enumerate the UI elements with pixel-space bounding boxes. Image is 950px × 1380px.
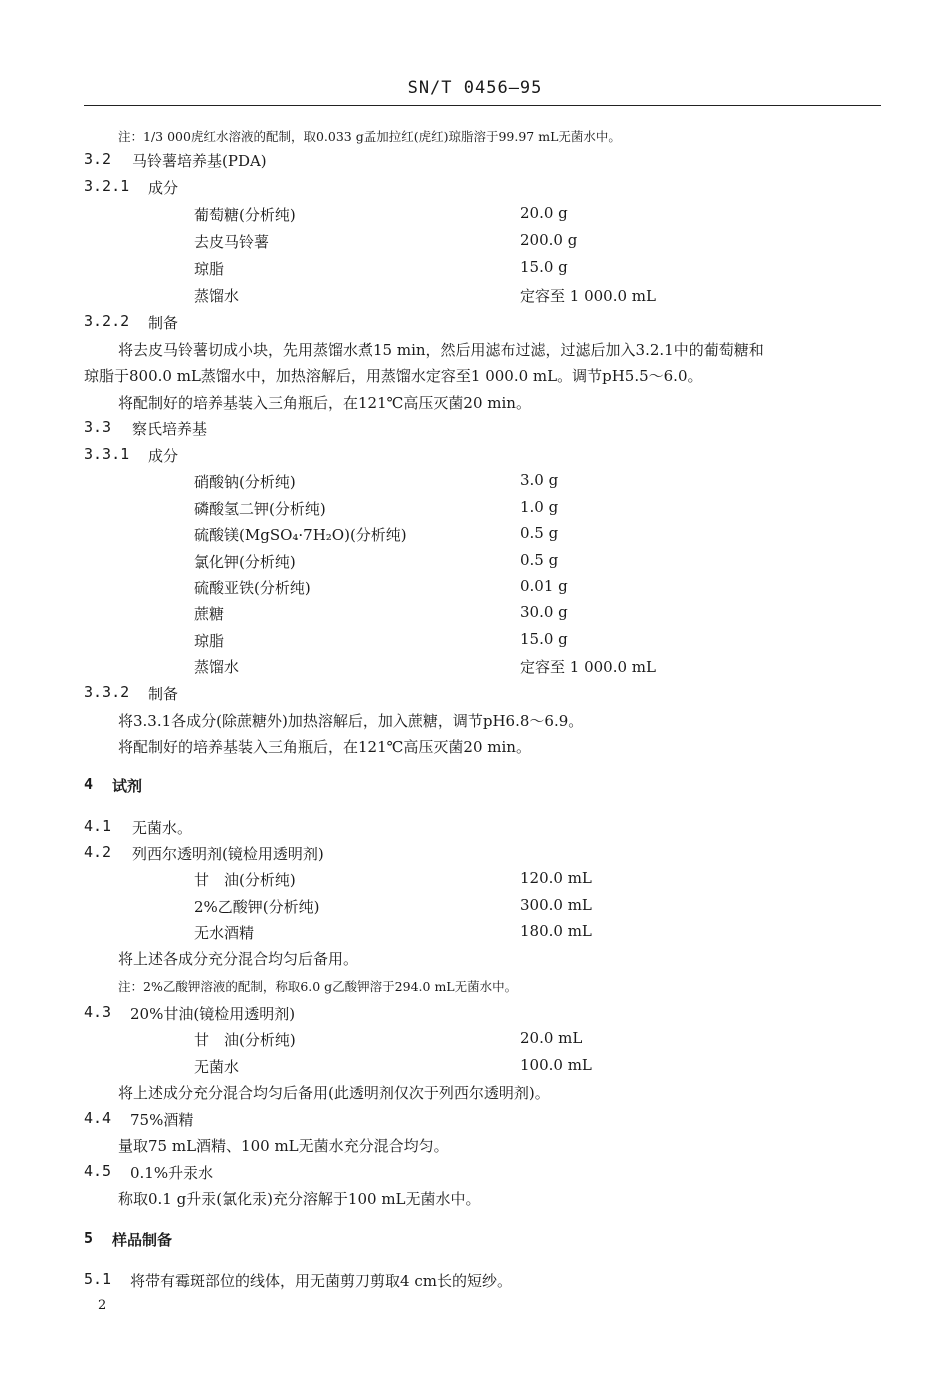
sec-4-4-num: 4.4 — [84, 1109, 112, 1127]
pda-item-amount: 20.0 g — [520, 204, 568, 222]
sec-3-2-title: 马铃薯培养基(PDA) — [132, 152, 267, 170]
glycerol-item-name: 无菌水 — [194, 1058, 240, 1076]
lexier-item-amount: 180.0 mL — [520, 922, 592, 940]
document-header: SN/T 0456—95 — [407, 78, 543, 98]
czapek-item-name: 硝酸钠(分析纯) — [194, 473, 296, 491]
lexier-item-amount: 300.0 mL — [520, 896, 592, 914]
sec-3-2-2-num: 3.2.2 — [84, 312, 130, 330]
czapek-item-amount: 定容至 1 000.0 mL — [520, 658, 656, 676]
lexier-item-name: 甘 油(分析纯) — [194, 871, 296, 889]
pda-prep-line: 将去皮马铃薯切成小块，先用蒸馏水煮15 min，然后用滤布过滤，过滤后加入3.2.1中的葡萄糖和 — [118, 341, 764, 359]
note-4-2: 注：2%乙酸钾溶液的配制，称取6.0 g乙酸钾溶于294.0 mL无菌水中。 — [118, 979, 518, 994]
lexier-item-name: 2%乙酸钾(分析纯) — [194, 898, 320, 916]
pda-item-name: 去皮马铃薯 — [194, 233, 270, 251]
czapek-item-amount: 15.0 g — [520, 630, 568, 648]
czapek-item-amount: 3.0 g — [520, 471, 559, 489]
note-top: 注：1/3 000虎红水溶液的配制，取0.033 g孟加拉红(虎红)琼脂溶于99.97 mL无菌水中。 — [118, 129, 621, 144]
pda-item-amount: 15.0 g — [520, 258, 568, 276]
glycerol-item-amount: 100.0 mL — [520, 1056, 592, 1074]
czapek-item-name: 硫酸亚铁(分析纯) — [194, 579, 311, 597]
sec-3-3-1-title: 成分 — [148, 447, 179, 465]
czapek-item-name: 琼脂 — [194, 632, 225, 650]
czapek-item-amount: 0.01 g — [520, 577, 568, 595]
czapek-item-amount: 0.5 g — [520, 551, 559, 569]
czapek-item-amount: 1.0 g — [520, 498, 559, 516]
pda-prep-line: 琼脂于800.0 mL蒸馏水中，加热溶解后，用蒸馏水定容至1 000.0 mL。调节pH5.5～6.0。 — [84, 367, 703, 385]
sec-3-2-1-num: 3.2.1 — [84, 177, 130, 195]
pda-item-amount: 定容至 1 000.0 mL — [520, 287, 656, 305]
sec-5-1-num: 5.1 — [84, 1270, 112, 1288]
sec-3-3-2-num: 3.3.2 — [84, 683, 130, 701]
sec-3-3-num: 3.3 — [84, 418, 112, 436]
glycerol-item-amount: 20.0 mL — [520, 1029, 583, 1047]
sec-4-3-title: 20%甘油(镜检用透明剂) — [130, 1005, 296, 1023]
czapek-item-name: 氯化钾(分析纯) — [194, 553, 296, 571]
glycerol-text: 将上述成分充分混合均匀后备用(此透明剂仅次于列西尔透明剂)。 — [118, 1084, 550, 1102]
sec-4-1-num: 4.1 — [84, 817, 112, 835]
sec-5-num: 5 — [84, 1229, 94, 1247]
mercury-text: 称取0.1 g升汞(氯化汞)充分溶解于100 mL无菌水中。 — [118, 1190, 481, 1208]
pda-item-name: 葡萄糖(分析纯) — [194, 206, 296, 224]
sec-3-2-2-title: 制备 — [148, 314, 179, 332]
sec-4-3-num: 4.3 — [84, 1003, 112, 1021]
czapek-item-amount: 30.0 g — [520, 603, 568, 621]
czapek-item-name: 蔗糖 — [194, 605, 225, 623]
lexier-item-name: 无水酒精 — [194, 924, 255, 942]
header-rule — [84, 105, 881, 106]
czapek-item-amount: 0.5 g — [520, 524, 559, 542]
sec-4-num: 4 — [84, 775, 94, 793]
sec-3-3-2-title: 制备 — [148, 685, 179, 703]
czapek-item-name: 磷酸氢二钾(分析纯) — [194, 500, 326, 518]
glycerol-item-name: 甘 油(分析纯) — [194, 1031, 296, 1049]
pda-item-amount: 200.0 g — [520, 231, 578, 249]
sec-4-2-num: 4.2 — [84, 843, 112, 861]
sec-5-title: 样品制备 — [112, 1231, 173, 1249]
sec-4-1-title: 无菌水。 — [132, 819, 193, 837]
sec-4-5-title: 0.1%升汞水 — [130, 1164, 214, 1182]
pda-item-name: 蒸馏水 — [194, 287, 240, 305]
pda-item-name: 琼脂 — [194, 260, 225, 278]
lexier-item-amount: 120.0 mL — [520, 869, 592, 887]
czapek-prep-line: 将3.3.1各成分(除蔗糖外)加热溶解后，加入蔗糖，调节pH6.8～6.9。 — [118, 712, 584, 730]
sec-4-title: 试剂 — [112, 777, 143, 795]
sec-5-1-title: 将带有霉斑部位的线体，用无菌剪刀剪取4 cm长的短纱。 — [130, 1272, 512, 1290]
sec-4-4-title: 75%酒精 — [130, 1111, 194, 1129]
czapek-item-name: 蒸馏水 — [194, 658, 240, 676]
lexier-text: 将上述各成分充分混合均匀后备用。 — [118, 950, 359, 968]
sec-3-2-num: 3.2 — [84, 150, 112, 168]
alcohol-text: 量取75 mL酒精、100 mL无菌水充分混合均匀。 — [118, 1137, 449, 1155]
czapek-item-name: 硫酸镁(MgSO₄·7H₂O)(分析纯) — [194, 526, 407, 544]
sec-3-3-1-num: 3.3.1 — [84, 445, 130, 463]
sec-3-2-1-title: 成分 — [148, 179, 179, 197]
page-number: 2 — [98, 1298, 107, 1313]
czapek-prep-line: 将配制好的培养基装入三角瓶后，在121℃高压灭菌20 min。 — [118, 738, 531, 756]
sec-4-5-num: 4.5 — [84, 1162, 112, 1180]
pda-prep-line: 将配制好的培养基装入三角瓶后，在121℃高压灭菌20 min。 — [118, 394, 531, 412]
sec-4-2-title: 列西尔透明剂(镜检用透明剂) — [132, 845, 324, 863]
sec-3-3-title: 察氏培养基 — [132, 420, 208, 438]
